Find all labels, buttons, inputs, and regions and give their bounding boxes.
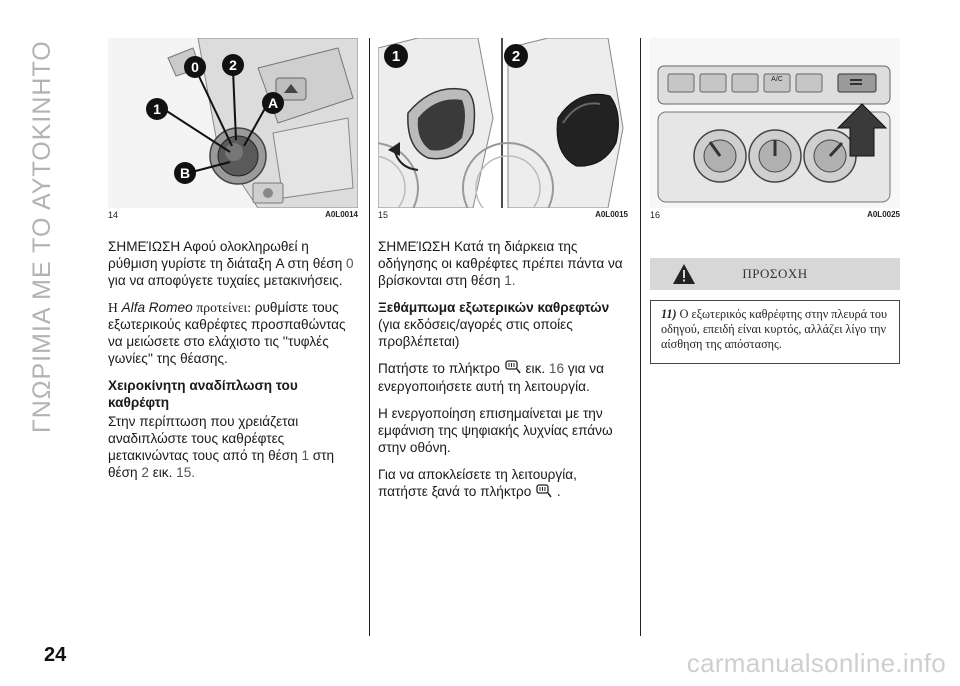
callout-2: 2 xyxy=(222,54,244,76)
recommendation-paragraph xyxy=(108,299,358,367)
figure-16-caption xyxy=(650,210,900,224)
warning-triangle-icon xyxy=(672,263,696,290)
warning-text: Ο εξωτερικός καθρέφτης στην πλευρά του οδηγού, επειδή είναι κυρτός, αλλάζει λίγο την αίσθηση της απόστασης. xyxy=(661,307,888,351)
callout-1: 1 xyxy=(384,44,408,68)
position-ref: 1. xyxy=(504,273,516,288)
figure-ref: 16 xyxy=(548,361,565,376)
warning-title: ΠΡΟΣΟΧΗ xyxy=(742,266,808,281)
figure-number: 16 xyxy=(650,210,661,220)
callout-2: 2 xyxy=(504,44,528,68)
figure-number: 14 xyxy=(108,210,119,220)
figure-word: εικ. xyxy=(152,465,173,480)
figure-word: εικ. xyxy=(525,361,546,376)
fold-paragraph xyxy=(108,413,358,481)
deactivate-paragraph xyxy=(378,466,630,501)
fold-text: στη θέση xyxy=(108,448,335,480)
page-number: 24 xyxy=(44,644,67,666)
figure-code: A0L0025 xyxy=(867,210,900,219)
figure-code: A0L0015 xyxy=(595,210,628,219)
period: . xyxy=(556,484,561,500)
indication-paragraph: Η ενεργοποίηση επισημαίνεται με την εμφάνιση της ψηφιακής λυχνίας επάνω στην οθόνη. xyxy=(378,406,613,456)
ac-label: A/C xyxy=(771,76,783,83)
section-heading: Ξεθάμπωμα εξωτερικών καθρεφτών xyxy=(378,300,610,315)
brand-name: Alfa Romeo xyxy=(121,300,193,315)
callout-0: 0 xyxy=(184,56,206,78)
note-text: ΣΗΜΕΊΩΣΗ Κατά τη διάρκεια της οδήγησης οι καθρέφτες πρέπει πάντα να βρίσκονται στη θέση xyxy=(378,239,623,288)
position-ref: 2 xyxy=(141,465,149,480)
note-paragraph xyxy=(378,238,630,289)
note-text-end: για να αποφύγετε τυχαίες μετακινήσεις. xyxy=(108,273,343,288)
section-heading: Χειροκίνητη αναδίπλωση του καθρέφτη xyxy=(108,378,298,410)
callout-1: 1 xyxy=(146,98,168,120)
defrost-mirror-icon xyxy=(505,360,521,378)
figure-15-mirror-fold xyxy=(378,38,628,208)
callout-B: B xyxy=(174,162,196,184)
side-section-title: ΓΝΩΡΙΜΙΑ ΜΕ ΤΟ ΑΥΤΟΚΙΝΗΤΟ xyxy=(28,40,56,433)
warning-body xyxy=(650,300,900,364)
recommendation-text: ρυθμίστε τους εξωτερικούς καθρέφτες προσπαθώντας να μειώσετε στο ελάχιστο τις ''τυφλές γωνίες'' της θέασης. xyxy=(108,300,346,366)
warning-header xyxy=(650,258,900,290)
activate-text-end: για να ενεργοποιήσετε αυτή τη λειτουργία. xyxy=(378,361,604,395)
figure-15-caption xyxy=(378,210,628,224)
figure-14-caption xyxy=(108,210,358,224)
callout-A: A xyxy=(262,92,284,114)
warning-number: 11) xyxy=(661,307,677,321)
position-ref: 0 xyxy=(346,256,354,271)
figure-14-mirror-control xyxy=(108,38,358,208)
activate-paragraph xyxy=(378,360,630,395)
position-ref: 1 xyxy=(301,448,310,463)
defrost-mirror-icon xyxy=(536,484,552,502)
column-2-text xyxy=(378,238,630,512)
figure-code: A0L0014 xyxy=(325,210,358,219)
deactivate-text: Για να αποκλείσετε τη λειτουργία, πατήστε ξανά το πλήκτρο xyxy=(378,467,577,500)
recommends-word: προτείνει: xyxy=(196,300,251,315)
note-paragraph xyxy=(108,238,358,289)
figure-number: 15 xyxy=(378,210,389,220)
figure-ref: 15. xyxy=(176,465,196,480)
column-divider-2 xyxy=(640,38,641,636)
figure-16-climate-panel xyxy=(650,38,900,208)
column-1-text xyxy=(108,238,358,491)
article: Η xyxy=(108,300,118,315)
watermark: carmanualsonline.info xyxy=(686,648,946,678)
column-divider-1 xyxy=(369,38,370,636)
section-subheading: (για εκδόσεις/αγορές στις οποίες προβλέπεται) xyxy=(378,317,573,349)
note-text: ΣΗΜΕΊΩΣΗ Αφού ολοκληρωθεί η ρύθμιση γυρίστε τη διάταξη A στη θέση xyxy=(108,239,343,271)
activate-text: Πατήστε το πλήκτρο xyxy=(378,361,500,376)
fold-text: Στην περίπτωση που χρειάζεται αναδιπλώστε τους καθρέφτες μετακινώντας τους από τη θέση xyxy=(108,414,299,463)
